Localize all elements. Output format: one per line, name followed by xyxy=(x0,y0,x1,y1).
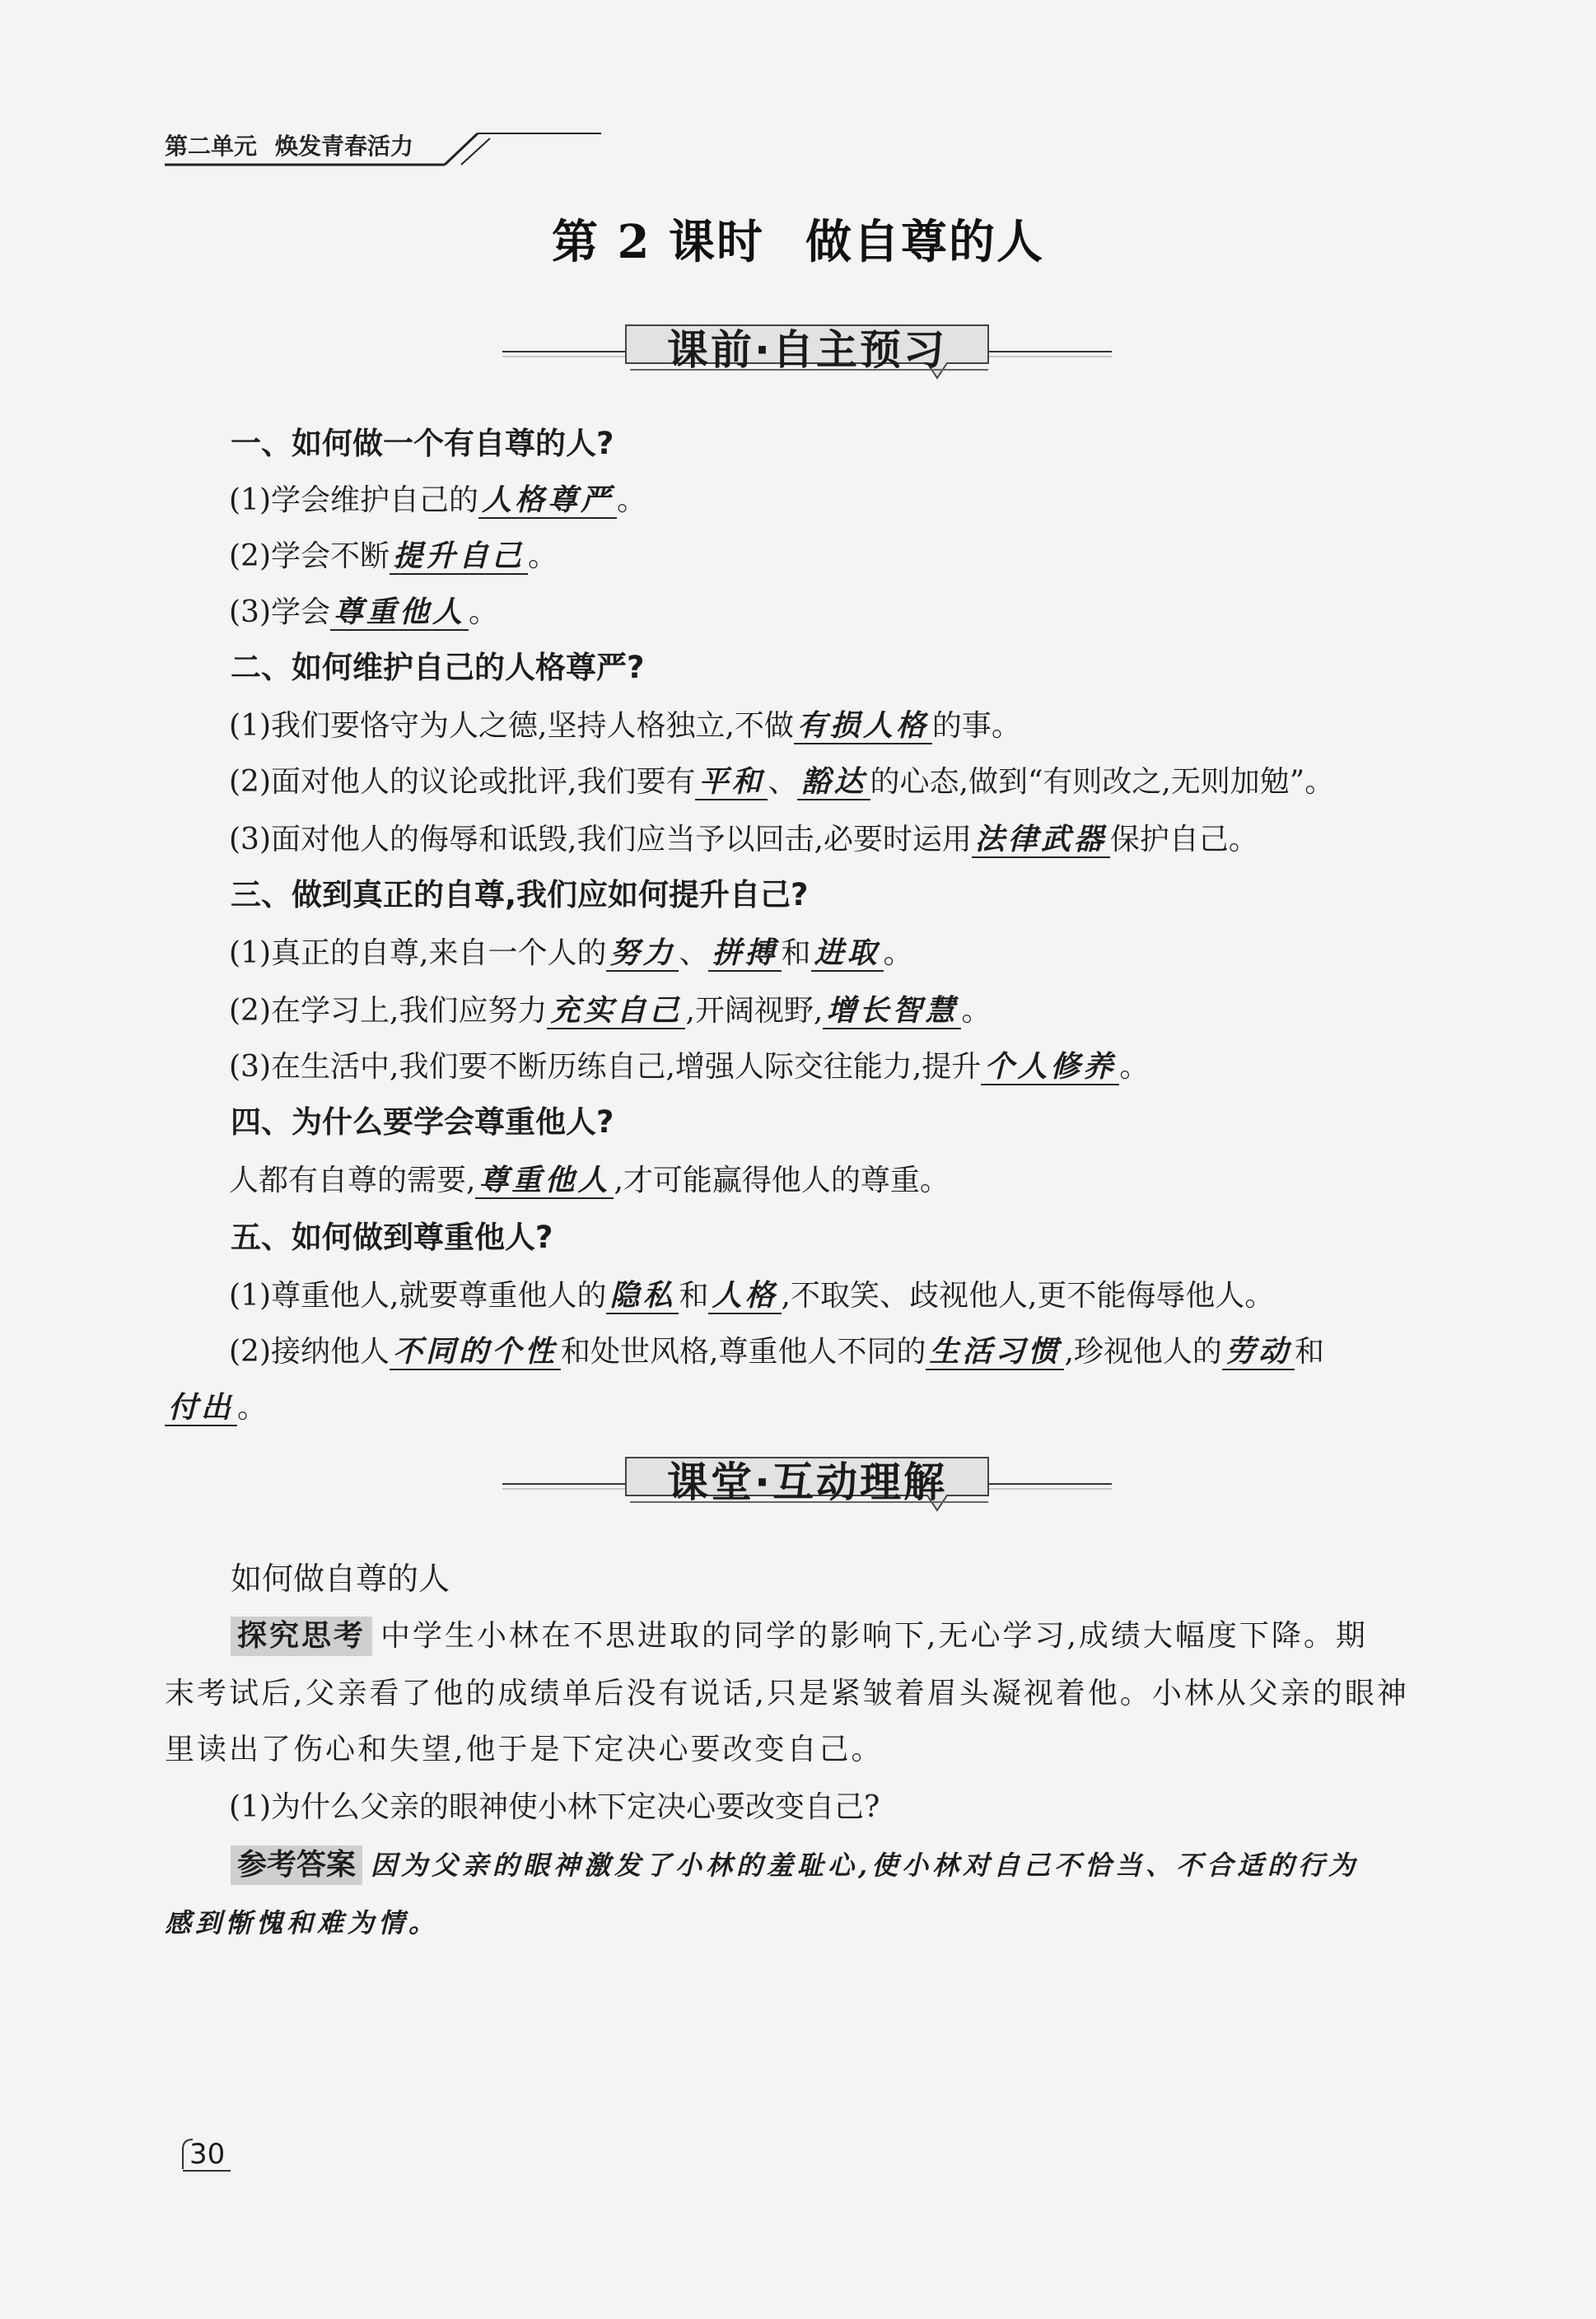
filled-answer: 平和 xyxy=(695,764,768,800)
answer-line: (1)学会维护自己的 人格尊严 。 xyxy=(229,483,647,517)
explore-label: 探究思考 xyxy=(231,1617,372,1656)
filled-answer: 增长智慧 xyxy=(823,993,961,1029)
answer-line: (3)在生活中,我们要不断历练自己,增强人际交往能力,提升 个人修养 。 xyxy=(229,1049,1150,1084)
question-line: (1)为什么父亲的眼神使小林下定决心要改变自己? xyxy=(229,1790,880,1824)
story-line: 探究思考 中学生小林在不思进取的同学的影响下,无心学习,成绩大幅度下降。期 xyxy=(231,1617,1368,1656)
filled-answer: 有损人格 xyxy=(794,708,932,744)
question-heading: 二、如何维护自己的人格尊严? xyxy=(231,650,645,685)
filled-answer: 隐私 xyxy=(606,1278,679,1314)
filled-answer: 进取 xyxy=(811,936,884,972)
answer-line: (2)学会不断 提升自己 。 xyxy=(229,539,558,573)
answer-line: 人都有自尊的需要, 尊重他人 ,才可能赢得他人的尊重。 xyxy=(229,1163,950,1197)
answer-line: (1)尊重他人,就要尊重他人的 隐私 和 人格 ,不取笑、歧视他人,更不能侮辱他人。 xyxy=(229,1278,1275,1313)
answer-line xyxy=(231,1845,1359,1885)
question-heading: 一、如何做一个有自尊的人? xyxy=(231,426,614,461)
unit-title: 焕发青春活力 xyxy=(275,133,414,160)
page-number: 30 xyxy=(165,2133,239,2174)
filled-answer: 法律武器 xyxy=(972,822,1110,858)
section-banner-preview xyxy=(502,309,1112,383)
filled-answer: 豁达 xyxy=(797,764,870,800)
filled-answer: 拼搏 xyxy=(708,936,781,972)
lesson-name: 做自尊的人 xyxy=(805,215,1044,269)
filled-answer: 充实自己 xyxy=(547,993,685,1029)
answer-line: (2)接纳他人 不同的个性 和处世风格,尊重他人不同的 生活习惯 ,珍视他人的 劳动 和 xyxy=(229,1334,1324,1369)
topic-heading: 如何做自尊的人 xyxy=(231,1561,450,1597)
filled-answer: 努力 xyxy=(606,936,679,972)
question-heading: 五、如何做到尊重他人? xyxy=(231,1220,553,1255)
banner-title: 课前·自主预习 xyxy=(667,326,947,374)
banner-title: 课堂·互动理解 xyxy=(667,1458,947,1506)
answer-label: 参考答案 xyxy=(231,1845,362,1885)
answer-line: (3)学会 尊重他人 。 xyxy=(229,595,499,629)
story-line: 里读出了伤心和失望,他于是下定决心要改变自己。 xyxy=(165,1733,884,1766)
section-banner-classroom xyxy=(502,1441,1112,1515)
lesson-number: 第 2 课时 xyxy=(552,215,764,269)
question-heading: 三、做到真正的自尊,我们应如何提升自己? xyxy=(231,877,809,912)
filled-answer: 生活习惯 xyxy=(926,1334,1064,1370)
answer-line: (2)在学习上,我们应努力 充实自己 ,开阔视野, 增长智慧 。 xyxy=(229,993,992,1028)
filled-answer: 人格 xyxy=(708,1278,781,1314)
filled-answer: 付出 xyxy=(165,1390,237,1426)
answer-line: (1)真正的自尊,来自一个人的 努力 、 拼搏 和 进取 。 xyxy=(229,936,913,970)
filled-answer: 提升自己 xyxy=(390,539,528,575)
filled-answer: 尊重他人 xyxy=(330,595,469,631)
answer-line: (2)面对他人的议论或批评,我们要有 平和 、 豁达 的心态,做到“有则改之,无则加勉”。 xyxy=(229,764,1335,799)
unit-label: 第二单元 xyxy=(165,133,258,160)
answer-line: 付出 。 xyxy=(165,1388,267,1428)
reference-answer: 感到惭愧和难为情。 xyxy=(165,1907,440,1939)
filled-answer: 尊重他人 xyxy=(475,1163,614,1199)
filled-answer: 不同的个性 xyxy=(390,1334,561,1370)
answer-line: (3)面对他人的侮辱和诋毁,我们应当予以回击,必要时运用 法律武器 保护自己。 xyxy=(229,822,1258,856)
story-line: 末考试后,父亲看了他的成绩单后没有说话,只是紧皱着眉头凝视着他。小林从父亲的眼神 xyxy=(165,1677,1409,1710)
filled-answer: 个人修养 xyxy=(981,1049,1119,1085)
reference-answer: 因为父亲的眼神激发了小林的羞耻心,使小林对自己不恰当、不合适的行为 xyxy=(371,1850,1360,1881)
question-heading: 四、为什么要学会尊重他人? xyxy=(231,1104,614,1140)
lesson-title xyxy=(0,206,1596,272)
filled-answer: 劳动 xyxy=(1222,1334,1295,1370)
filled-answer: 人格尊严 xyxy=(478,483,617,519)
running-header xyxy=(165,124,609,170)
answer-line: (1)我们要恪守为人之德,坚持人格独立,不做 有损人格 的事。 xyxy=(229,708,1021,743)
